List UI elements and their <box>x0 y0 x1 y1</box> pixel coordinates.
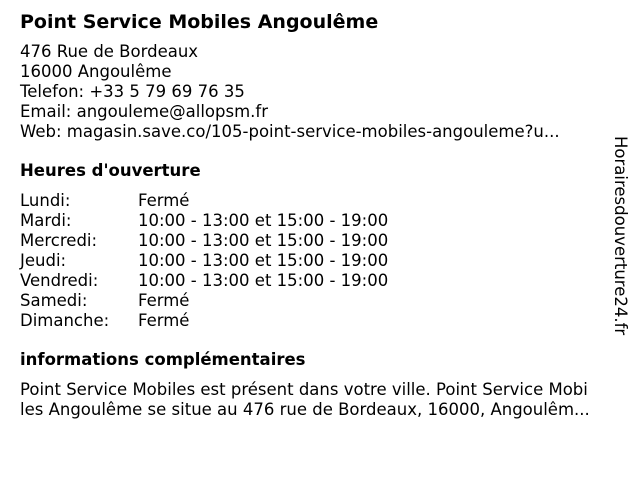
day-label: Dimanche: <box>20 311 110 330</box>
hours-row-wednesday <box>20 231 620 251</box>
phone-number: Telefon: +33 5 79 69 76 35 <box>20 82 245 101</box>
hours-row-friday <box>20 271 620 291</box>
day-hours: Fermé <box>138 311 190 330</box>
street-address: 476 Rue de Bordeaux <box>20 42 199 61</box>
day-hours: 10:00 - 13:00 et 15:00 - 19:00 <box>138 211 389 230</box>
day-hours: Fermé <box>138 291 190 310</box>
opening-hours-table <box>20 191 620 331</box>
business-card <box>20 10 620 420</box>
website-link[interactable]: Web: magasin.save.co/105-point-service-mobiles-angouleme?u... <box>20 122 560 141</box>
info-line: les Angoulême se situe au 476 rue de Bordeaux, 16000, Angoulêm... <box>20 400 590 419</box>
additional-info-heading: informations complémentaires <box>20 350 306 369</box>
hours-row-monday <box>20 191 620 211</box>
info-line: Point Service Mobiles est présent dans votre ville. Point Service Mobi <box>20 380 588 399</box>
day-hours: Fermé <box>138 191 190 210</box>
day-hours: 10:00 - 13:00 et 15:00 - 19:00 <box>138 251 389 270</box>
day-label: Jeudi: <box>20 251 67 270</box>
opening-hours-heading: Heures d'ouverture <box>20 161 201 180</box>
city-address: 16000 Angoulême <box>20 62 172 81</box>
day-label: Samedi: <box>20 291 88 310</box>
day-label: Lundi: <box>20 191 71 210</box>
day-label: Mardi: <box>20 211 72 230</box>
hours-row-sunday <box>20 311 620 331</box>
day-hours: 10:00 - 13:00 et 15:00 - 19:00 <box>138 231 389 250</box>
day-hours: 10:00 - 13:00 et 15:00 - 19:00 <box>138 271 389 290</box>
hours-row-tuesday <box>20 211 620 231</box>
business-name: Point Service Mobiles Angoulême <box>20 11 379 33</box>
hours-row-saturday <box>20 291 620 311</box>
hours-row-thursday <box>20 251 620 271</box>
day-label: Vendredi: <box>20 271 99 290</box>
email-address: Email: angouleme@allopsm.fr <box>20 102 268 121</box>
additional-info-text <box>20 380 620 420</box>
site-watermark: Horairesdouverture24.fr <box>611 136 630 336</box>
day-label: Mercredi: <box>20 231 98 250</box>
